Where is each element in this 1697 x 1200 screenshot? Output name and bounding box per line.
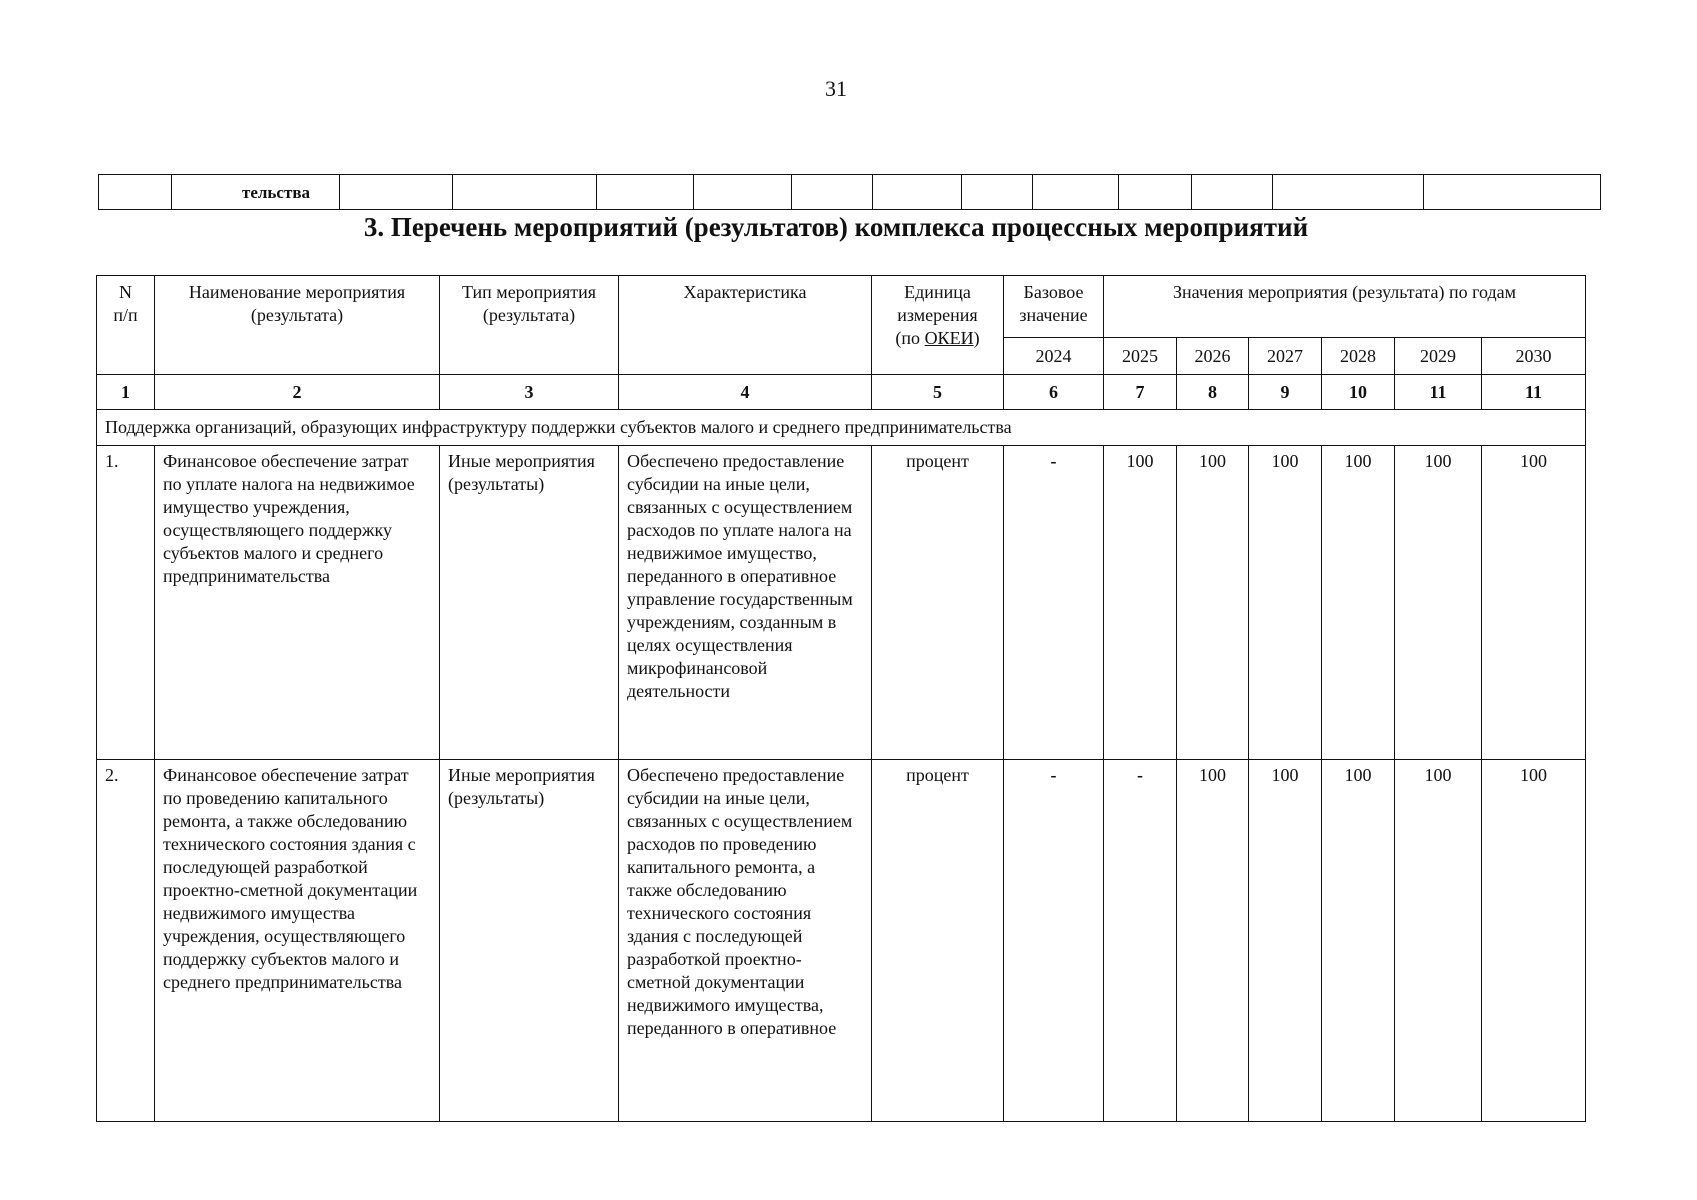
row-number: 2. [97, 760, 155, 1122]
header-years-group: Значения мероприятия (результата) по годам [1104, 276, 1586, 338]
row-base: - [1004, 760, 1104, 1122]
group-row [97, 410, 1586, 446]
cell [792, 175, 873, 210]
row-name: Финансовое обеспечение затрат по уплате налога на недвижимое имущество учреждения, осуществляющего поддержку субъектов малого и среднего предпринимательства [155, 446, 440, 760]
row-characteristic: Обеспечено предоставление субсидии на иные цели, связанных с осуществлением расходов по уплате налога на недвижимое имущество, переданного в оперативное управление государственным учреждениям, созданным в целях осуществления микрофинансовой деятельности [619, 446, 872, 760]
continuation-table [98, 174, 1601, 210]
row-characteristic: Обеспечено предоставление субсидии на иные цели, связанных с осуществлением расходов по проведению капитального ремонта, а также обследованию технического состояния здания с последующей разработкой проектно-сметной документации недвижимого имущества, переданного в оперативное [619, 760, 872, 1122]
row-value: 100 [1395, 446, 1482, 760]
header-year: 2027 [1249, 338, 1322, 375]
header-num: N п/п [97, 276, 155, 375]
cell [1424, 175, 1601, 210]
row-name: Финансовое обеспечение затрат по проведению капитального ремонта, а также обследованию технического состояния здания с последующей разработкой проектно-сметной документации недвижимого имущества учреждения, осуществляющего поддержку субъектов малого и среднего предпринимательства [155, 760, 440, 1122]
column-number: 6 [1004, 375, 1104, 410]
row-value: 100 [1177, 760, 1249, 1122]
row-value: 100 [1104, 446, 1177, 760]
column-number: 7 [1104, 375, 1177, 410]
header-year: 2026 [1177, 338, 1249, 375]
row-value: 100 [1395, 760, 1482, 1122]
header-characteristic: Характеристика [619, 276, 872, 375]
table-row [97, 760, 1586, 1122]
column-number: 9 [1249, 375, 1322, 410]
row-value: - [1104, 760, 1177, 1122]
header-base-year: 2024 [1004, 338, 1104, 375]
row-value: 100 [1482, 760, 1586, 1122]
cell [694, 175, 792, 210]
cell [1192, 175, 1273, 210]
group-label: Поддержка организаций, образующих инфраструктуру поддержки субъектов малого и среднего предпринимательства [97, 410, 1586, 446]
row-unit: процент [872, 446, 1004, 760]
header-base: Базовое значение [1004, 276, 1104, 338]
header-year: 2030 [1482, 338, 1586, 375]
column-number: 2 [155, 375, 440, 410]
column-number: 1 [97, 375, 155, 410]
header-type: Тип мероприятия (результата) [440, 276, 619, 375]
row-type: Иные мероприятия (результаты) [440, 760, 619, 1122]
column-number: 4 [619, 375, 872, 410]
column-number: 10 [1322, 375, 1395, 410]
page-number: 31 [825, 76, 847, 101]
cell [873, 175, 962, 210]
activities-table [96, 275, 1586, 1122]
section-title: 3. Перечень мероприятий (результатов) комплекса процессных мероприятий [363, 212, 1309, 242]
column-number: 8 [1177, 375, 1249, 410]
cell [1033, 175, 1119, 210]
column-number: 11 [1395, 375, 1482, 410]
cell [1273, 175, 1424, 210]
continuation-label: тельства [172, 175, 340, 210]
cell [1119, 175, 1192, 210]
continuation-row [99, 175, 1601, 210]
cell [597, 175, 694, 210]
row-number: 1. [97, 446, 155, 760]
header-year: 2029 [1395, 338, 1482, 375]
row-value: 100 [1177, 446, 1249, 760]
column-number: 5 [872, 375, 1004, 410]
row-value: 100 [1249, 446, 1322, 760]
row-type: Иные мероприятия (результаты) [440, 446, 619, 760]
row-unit: процент [872, 760, 1004, 1122]
row-value: 100 [1322, 760, 1395, 1122]
row-value: 100 [1322, 446, 1395, 760]
okei-link[interactable]: ОКЕИ [924, 328, 974, 348]
cell [340, 175, 453, 210]
header-name: Наименование мероприятия (результата) [155, 276, 440, 375]
row-base: - [1004, 446, 1104, 760]
cell [99, 175, 172, 210]
column-number: 11 [1482, 375, 1586, 410]
header-year: 2025 [1104, 338, 1177, 375]
cell [453, 175, 597, 210]
row-value: 100 [1482, 446, 1586, 760]
table-row [97, 446, 1586, 760]
cell [962, 175, 1033, 210]
column-number-row [97, 375, 1586, 410]
header-row [97, 276, 1586, 338]
column-number: 3 [440, 375, 619, 410]
row-value: 100 [1249, 760, 1322, 1122]
header-year: 2028 [1322, 338, 1395, 375]
header-unit: Единица измерения (по ОКЕИ) [872, 276, 1004, 375]
